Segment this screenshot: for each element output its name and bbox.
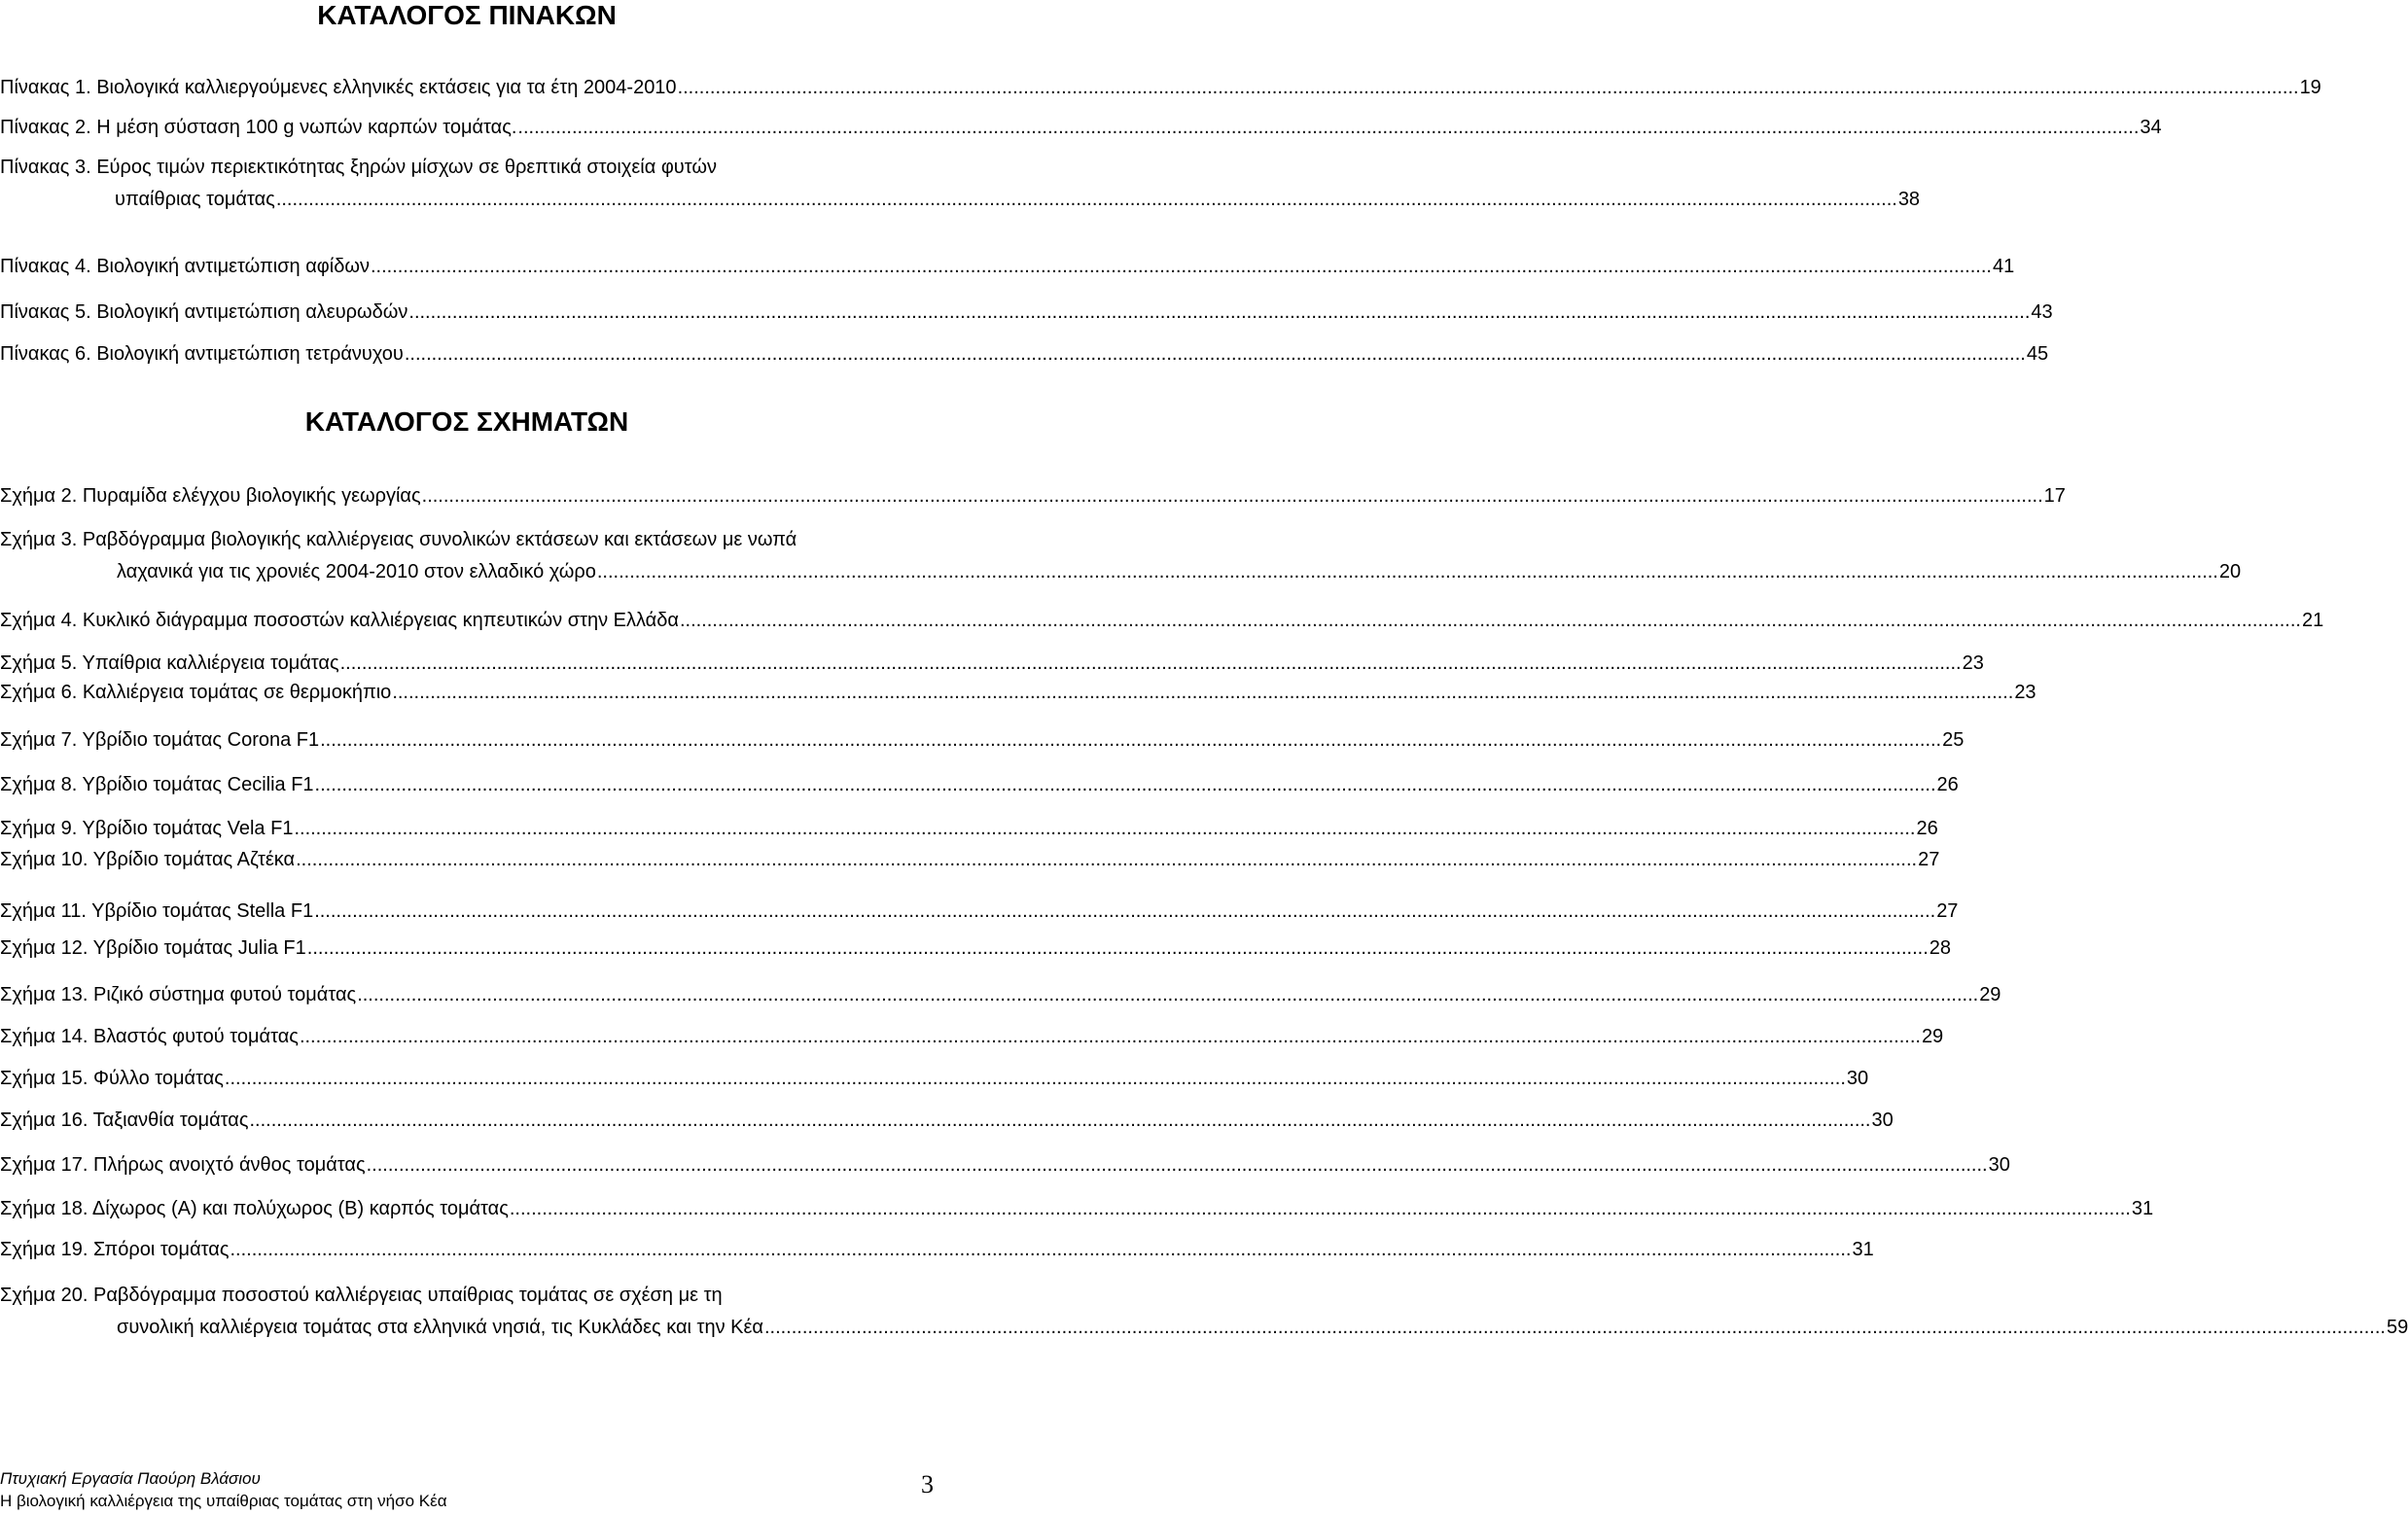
dot-leader: ............................................................................................................................................................................................................................................................................................................ <box>408 301 2031 323</box>
table-entry <box>0 74 2321 101</box>
entry-page-number: 21 <box>2301 610 2324 631</box>
entry-page-number: 30 <box>1871 1110 1894 1131</box>
figure-entry <box>0 934 1952 962</box>
entry-title: Σχήμα 2. Πυραμίδα ελέγχου βιολογικής γεωργίας <box>0 485 421 507</box>
entry-title: Πίνακας 5. Βιολογική αντιμετώπιση αλευρωδών <box>0 301 408 323</box>
dot-leader: ............................................................................................................................................................................................................................................................................................................ <box>314 900 1936 922</box>
figure-entry <box>0 771 1959 798</box>
figure-entry <box>0 1151 2010 1179</box>
entry-page-number: 26 <box>1936 774 1959 795</box>
footer-page-number: 3 <box>921 1470 934 1498</box>
entry-page-number: 23 <box>1962 652 1984 674</box>
dot-leader: ............................................................................................................................................................................................................................................................................................................ <box>677 77 2299 98</box>
entry-page-number: 27 <box>1936 900 1959 922</box>
dot-leader: ............................................................................................................................................................................................................................................................................................................ <box>517 117 2140 138</box>
entry-page-number: 43 <box>2031 301 2053 323</box>
entry-title: Πίνακας 6. Βιολογική αντιμετώπιση τετράνυχου <box>0 343 404 365</box>
figure-entry <box>0 1282 2408 1341</box>
table-entry <box>0 154 1921 213</box>
dot-leader: ............................................................................................................................................................................................................................................................................................................ <box>392 682 2014 703</box>
entry-title: Σχήμα 15. Φύλλο τομάτας <box>0 1068 224 1089</box>
entry-title: υπαίθριας τομάτας <box>115 189 275 210</box>
figure-entry <box>0 815 1938 842</box>
entry-title: Σχήμα 11. Υβρίδιο τομάτας Stella F1 <box>0 900 314 922</box>
table-entry <box>0 253 2015 280</box>
entry-title: Σχήμα 20. Ραβδόγραμμα ποσοστού καλλιέργειας υπαίθριας τομάτας σε σχέση με τη <box>0 1285 723 1306</box>
dot-leader: ............................................................................................................................................................................................................................................................................................................ <box>421 485 2043 507</box>
figure-entry <box>0 650 1984 677</box>
figure-entry <box>0 981 2001 1008</box>
entry-title: Πίνακας 4. Βιολογική αντιμετώπιση αφίδων <box>0 256 370 277</box>
figure-entry <box>0 1065 1869 1092</box>
dot-leader: ............................................................................................................................................................................................................................................................................................................ <box>596 561 2218 582</box>
entry-title: Σχήμα 19. Σπόροι τομάτας <box>0 1239 230 1260</box>
entry-page-number: 34 <box>2140 117 2162 138</box>
entry-title: Πίνακας 1. Βιολογικά καλλιεργούμενες ελληνικές εκτάσεις για τα έτη 2004-2010 <box>0 77 677 98</box>
entry-title: Πίνακας 3. Εύρος τιμών περιεκτικότητας ξηρών μίσχων σε θρεπτικά στοιχεία φυτών <box>0 157 717 178</box>
figure-entry <box>0 607 2324 634</box>
dot-leader: ............................................................................................................................................................................................................................................................................................................ <box>249 1110 1871 1131</box>
entry-page-number: 25 <box>1942 729 1965 751</box>
dot-leader: ............................................................................................................................................................................................................................................................................................................ <box>509 1198 2131 1219</box>
entry-page-number: 59 <box>2386 1317 2408 1338</box>
entry-page-number: 29 <box>1979 984 2001 1005</box>
figure-entry <box>0 726 1965 754</box>
figure-entry <box>0 1236 1874 1263</box>
footer-author: Πτυχιακή Εργασία Παούρη Βλάσιου <box>0 1469 261 1488</box>
entry-page-number: 30 <box>1846 1068 1869 1089</box>
entry-title: Σχήμα 12. Υβρίδιο τομάτας Julia F1 <box>0 937 306 959</box>
entry-page-number: 26 <box>1916 818 1938 839</box>
entry-title: Σχήμα 14. Βλαστός φυτού τομάτας <box>0 1026 299 1047</box>
dot-leader: ............................................................................................................................................................................................................................................................................................................ <box>357 984 1979 1005</box>
table-entry <box>0 340 2049 368</box>
entry-page-number: 38 <box>1897 189 1921 210</box>
entry-page-number: 29 <box>1921 1026 1944 1047</box>
entry-title: Σχήμα 5. Υπαίθρια καλλιέργεια τομάτας <box>0 652 339 674</box>
dot-leader: ............................................................................................................................................................................................................................................................................................................ <box>366 1154 1988 1176</box>
dot-leader: ............................................................................................................................................................................................................................................................................................................ <box>320 729 1942 751</box>
entry-page-number: 23 <box>2014 682 2036 703</box>
footer-title: Η βιολογική καλλιέργεια της υπαίθριας τομάτας στη νήσο Κέα <box>0 1492 447 1510</box>
figure-entry <box>0 898 1959 925</box>
figure-entry <box>0 679 2036 706</box>
table-entry <box>0 114 2162 141</box>
entry-title: Σχήμα 9. Υβρίδιο τομάτας Vela F1 <box>0 818 294 839</box>
dot-leader: ............................................................................................................................................................................................................................................................................................................ <box>294 818 1916 839</box>
entry-page-number: 41 <box>1992 256 2015 277</box>
entry-title: Σχήμα 18. Δίχωρος (Α) και πολύχωρος (Β) καρπός τομάτας <box>0 1198 509 1219</box>
entry-title: Πίνακας 2. Η μέση σύσταση 100 g νωπών καρπών τομάτας. <box>0 117 517 138</box>
dot-leader: ............................................................................................................................................................................................................................................................................................................ <box>339 652 1962 674</box>
dot-leader: ............................................................................................................................................................................................................................................................................................................ <box>224 1068 1846 1089</box>
entry-page-number: 27 <box>1918 849 1940 870</box>
figures-heading: ΚΑΤΑΛΟΓΟΣ ΣΧΗΜΑΤΩΝ <box>304 406 629 437</box>
entry-title: Σχήμα 17. Πλήρως ανοιχτό άνθος τομάτας <box>0 1154 366 1176</box>
dot-leader: ............................................................................................................................................................................................................................................................................................................ <box>275 189 1897 210</box>
dot-leader: ............................................................................................................................................................................................................................................................................................................ <box>306 937 1929 959</box>
entry-title: λαχανικά για τις χρονιές 2004-2010 στον ελλαδικό χώρο <box>117 561 596 582</box>
dot-leader: ............................................................................................................................................................................................................................................................................................................ <box>763 1317 2386 1338</box>
entry-page-number: 19 <box>2299 77 2321 98</box>
dot-leader: ............................................................................................................................................................................................................................................................................................................ <box>230 1239 1852 1260</box>
entry-title: συνολική καλλιέργεια τομάτας στα ελληνικά νησιά, τις Κυκλάδες και την Κέα <box>117 1317 763 1338</box>
dot-leader: ............................................................................................................................................................................................................................................................................................................ <box>404 343 2026 365</box>
entry-title: Σχήμα 10. Υβρίδιο τομάτας Αζτέκα <box>0 849 296 870</box>
entry-title: Σχήμα 16. Ταξιανθία τομάτας <box>0 1110 249 1131</box>
figure-entry <box>0 1107 1894 1134</box>
entry-title: Σχήμα 13. Ριζικό σύστημα φυτού τομάτας <box>0 984 357 1005</box>
tables-heading: ΚΑΤΑΛΟΓΟΣ ΠΙΝΑΚΩΝ <box>317 0 617 30</box>
entry-title: Σχήμα 8. Υβρίδιο τομάτας Cecilia F1 <box>0 774 314 795</box>
entry-page-number: 31 <box>2131 1198 2154 1219</box>
figure-entry <box>0 526 2242 585</box>
dot-leader: ............................................................................................................................................................................................................................................................................................................ <box>296 849 1918 870</box>
figure-entry <box>0 1195 2154 1222</box>
entry-title: Σχήμα 4. Κυκλικό διάγραμμα ποσοστών καλλιέργειας κηπευτικών στην Ελλάδα <box>0 610 679 631</box>
dot-leader: ............................................................................................................................................................................................................................................................................................................ <box>314 774 1936 795</box>
dot-leader: ............................................................................................................................................................................................................................................................................................................ <box>679 610 2301 631</box>
entry-title: Σχήμα 3. Ραβδόγραμμα βιολογικής καλλιέργειας συνολικών εκτάσεων και εκτάσεων με νωπά <box>0 529 797 550</box>
entry-page-number: 31 <box>1852 1239 1874 1260</box>
entry-page-number: 17 <box>2043 485 2066 507</box>
entry-title: Σχήμα 6. Καλλιέργεια τομάτας σε θερμοκήπιο <box>0 682 392 703</box>
figure-entry <box>0 1023 1944 1050</box>
entry-page-number: 45 <box>2026 343 2049 365</box>
figure-entry <box>0 846 1940 873</box>
figure-entry <box>0 482 2066 510</box>
entry-page-number: 30 <box>1988 1154 2010 1176</box>
table-entry <box>0 299 2053 326</box>
entry-title: Σχήμα 7. Υβρίδιο τομάτας Corona F1 <box>0 729 320 751</box>
entry-page-number: 20 <box>2218 561 2242 582</box>
dot-leader: ............................................................................................................................................................................................................................................................................................................ <box>299 1026 1921 1047</box>
dot-leader: ............................................................................................................................................................................................................................................................................................................ <box>370 256 1992 277</box>
entry-page-number: 28 <box>1929 937 1952 959</box>
